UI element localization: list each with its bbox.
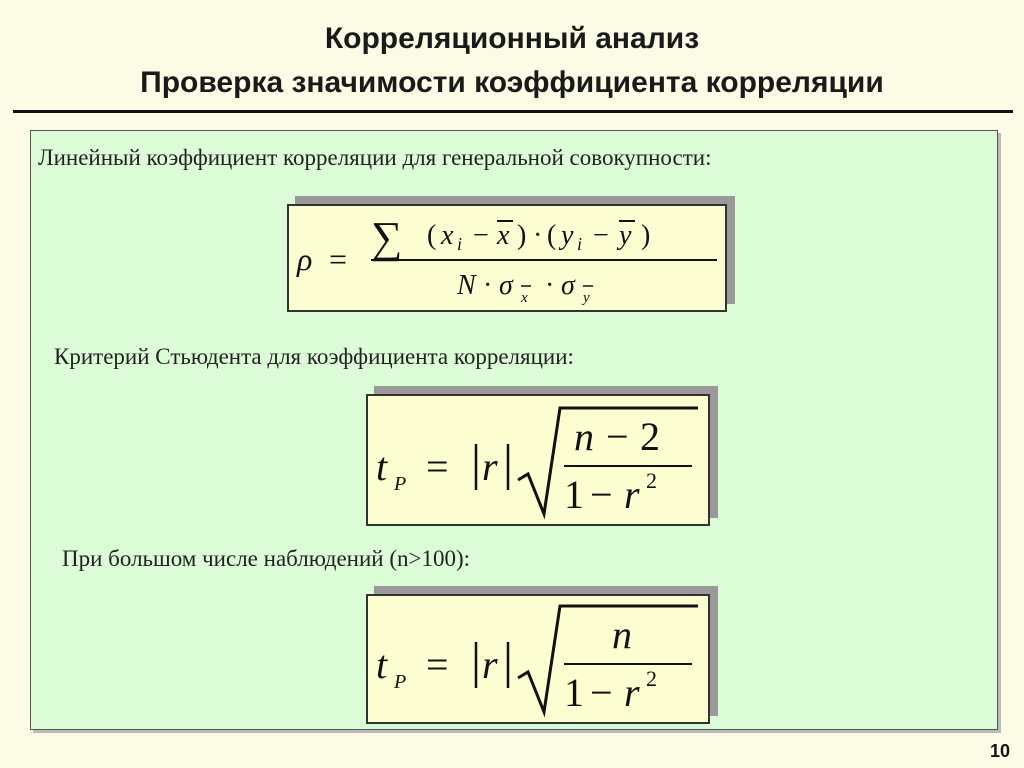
svg-text:i: i (577, 234, 583, 254)
svg-text:−: − (606, 414, 629, 459)
svg-text:=: = (329, 241, 348, 277)
svg-text:−: − (473, 220, 489, 251)
svg-text:x: x (497, 220, 510, 251)
svg-text:·: · (545, 270, 555, 301)
svg-text:σ: σ (499, 270, 513, 301)
svg-text:P: P (394, 671, 407, 693)
svg-text:i: i (457, 234, 463, 254)
svg-text:t: t (376, 642, 388, 687)
svg-text:ρ: ρ (297, 241, 313, 277)
svg-text:1: 1 (564, 472, 584, 517)
svg-text:2: 2 (646, 468, 657, 493)
svg-text:t: t (376, 444, 388, 489)
svg-text:(: ( (427, 220, 437, 251)
svg-text:x: x (441, 220, 454, 251)
section-text-student: Критерий Стьюдента для коэффициента корреляции: (54, 344, 574, 369)
formula-box-correlation (287, 204, 727, 312)
svg-text:·: · (533, 220, 543, 251)
svg-text:−: − (593, 220, 609, 251)
svg-text:n: n (574, 414, 594, 459)
svg-text:): ) (517, 220, 527, 251)
svg-text:·: · (483, 270, 493, 301)
formula-box-large-sample (366, 594, 710, 724)
section-text-correlation: Линейный коэффициент корреляции для генеральной совокупности: (38, 145, 712, 170)
svg-text:−: − (590, 670, 613, 715)
svg-text:=: = (426, 642, 449, 687)
svg-text:N: N (457, 270, 476, 301)
slide-subtitle: Проверка значимости коэффициента корреляции (140, 66, 884, 99)
formula-student (368, 396, 708, 524)
svg-text:∑: ∑ (371, 213, 403, 262)
formula-correlation (289, 206, 725, 310)
svg-text:r: r (624, 472, 640, 517)
svg-text:2: 2 (640, 414, 660, 459)
svg-text:y: y (619, 220, 632, 251)
svg-text:r: r (482, 444, 498, 489)
svg-text:x: x (521, 290, 528, 306)
svg-text:1: 1 (564, 670, 584, 715)
svg-text:): ) (641, 220, 651, 251)
svg-text:y: y (561, 220, 574, 251)
svg-text:y: y (583, 290, 590, 306)
page-number: 10 (989, 741, 1010, 761)
formula-box-student (366, 394, 710, 526)
svg-text:−: − (590, 472, 613, 517)
svg-text:(: ( (547, 220, 557, 251)
svg-text:r: r (624, 670, 640, 715)
svg-text:2: 2 (646, 666, 657, 691)
title-divider (13, 110, 1013, 113)
svg-text:r: r (482, 642, 498, 687)
svg-text:σ: σ (561, 270, 575, 301)
slide-title: Корреляционный анализ (324, 22, 700, 55)
svg-text:=: = (426, 444, 449, 489)
svg-text:n: n (612, 612, 632, 657)
svg-text:P: P (394, 473, 407, 495)
formula-large-sample (368, 596, 708, 722)
section-text-large-sample: При большом числе наблюдений (n>100): (62, 546, 471, 571)
